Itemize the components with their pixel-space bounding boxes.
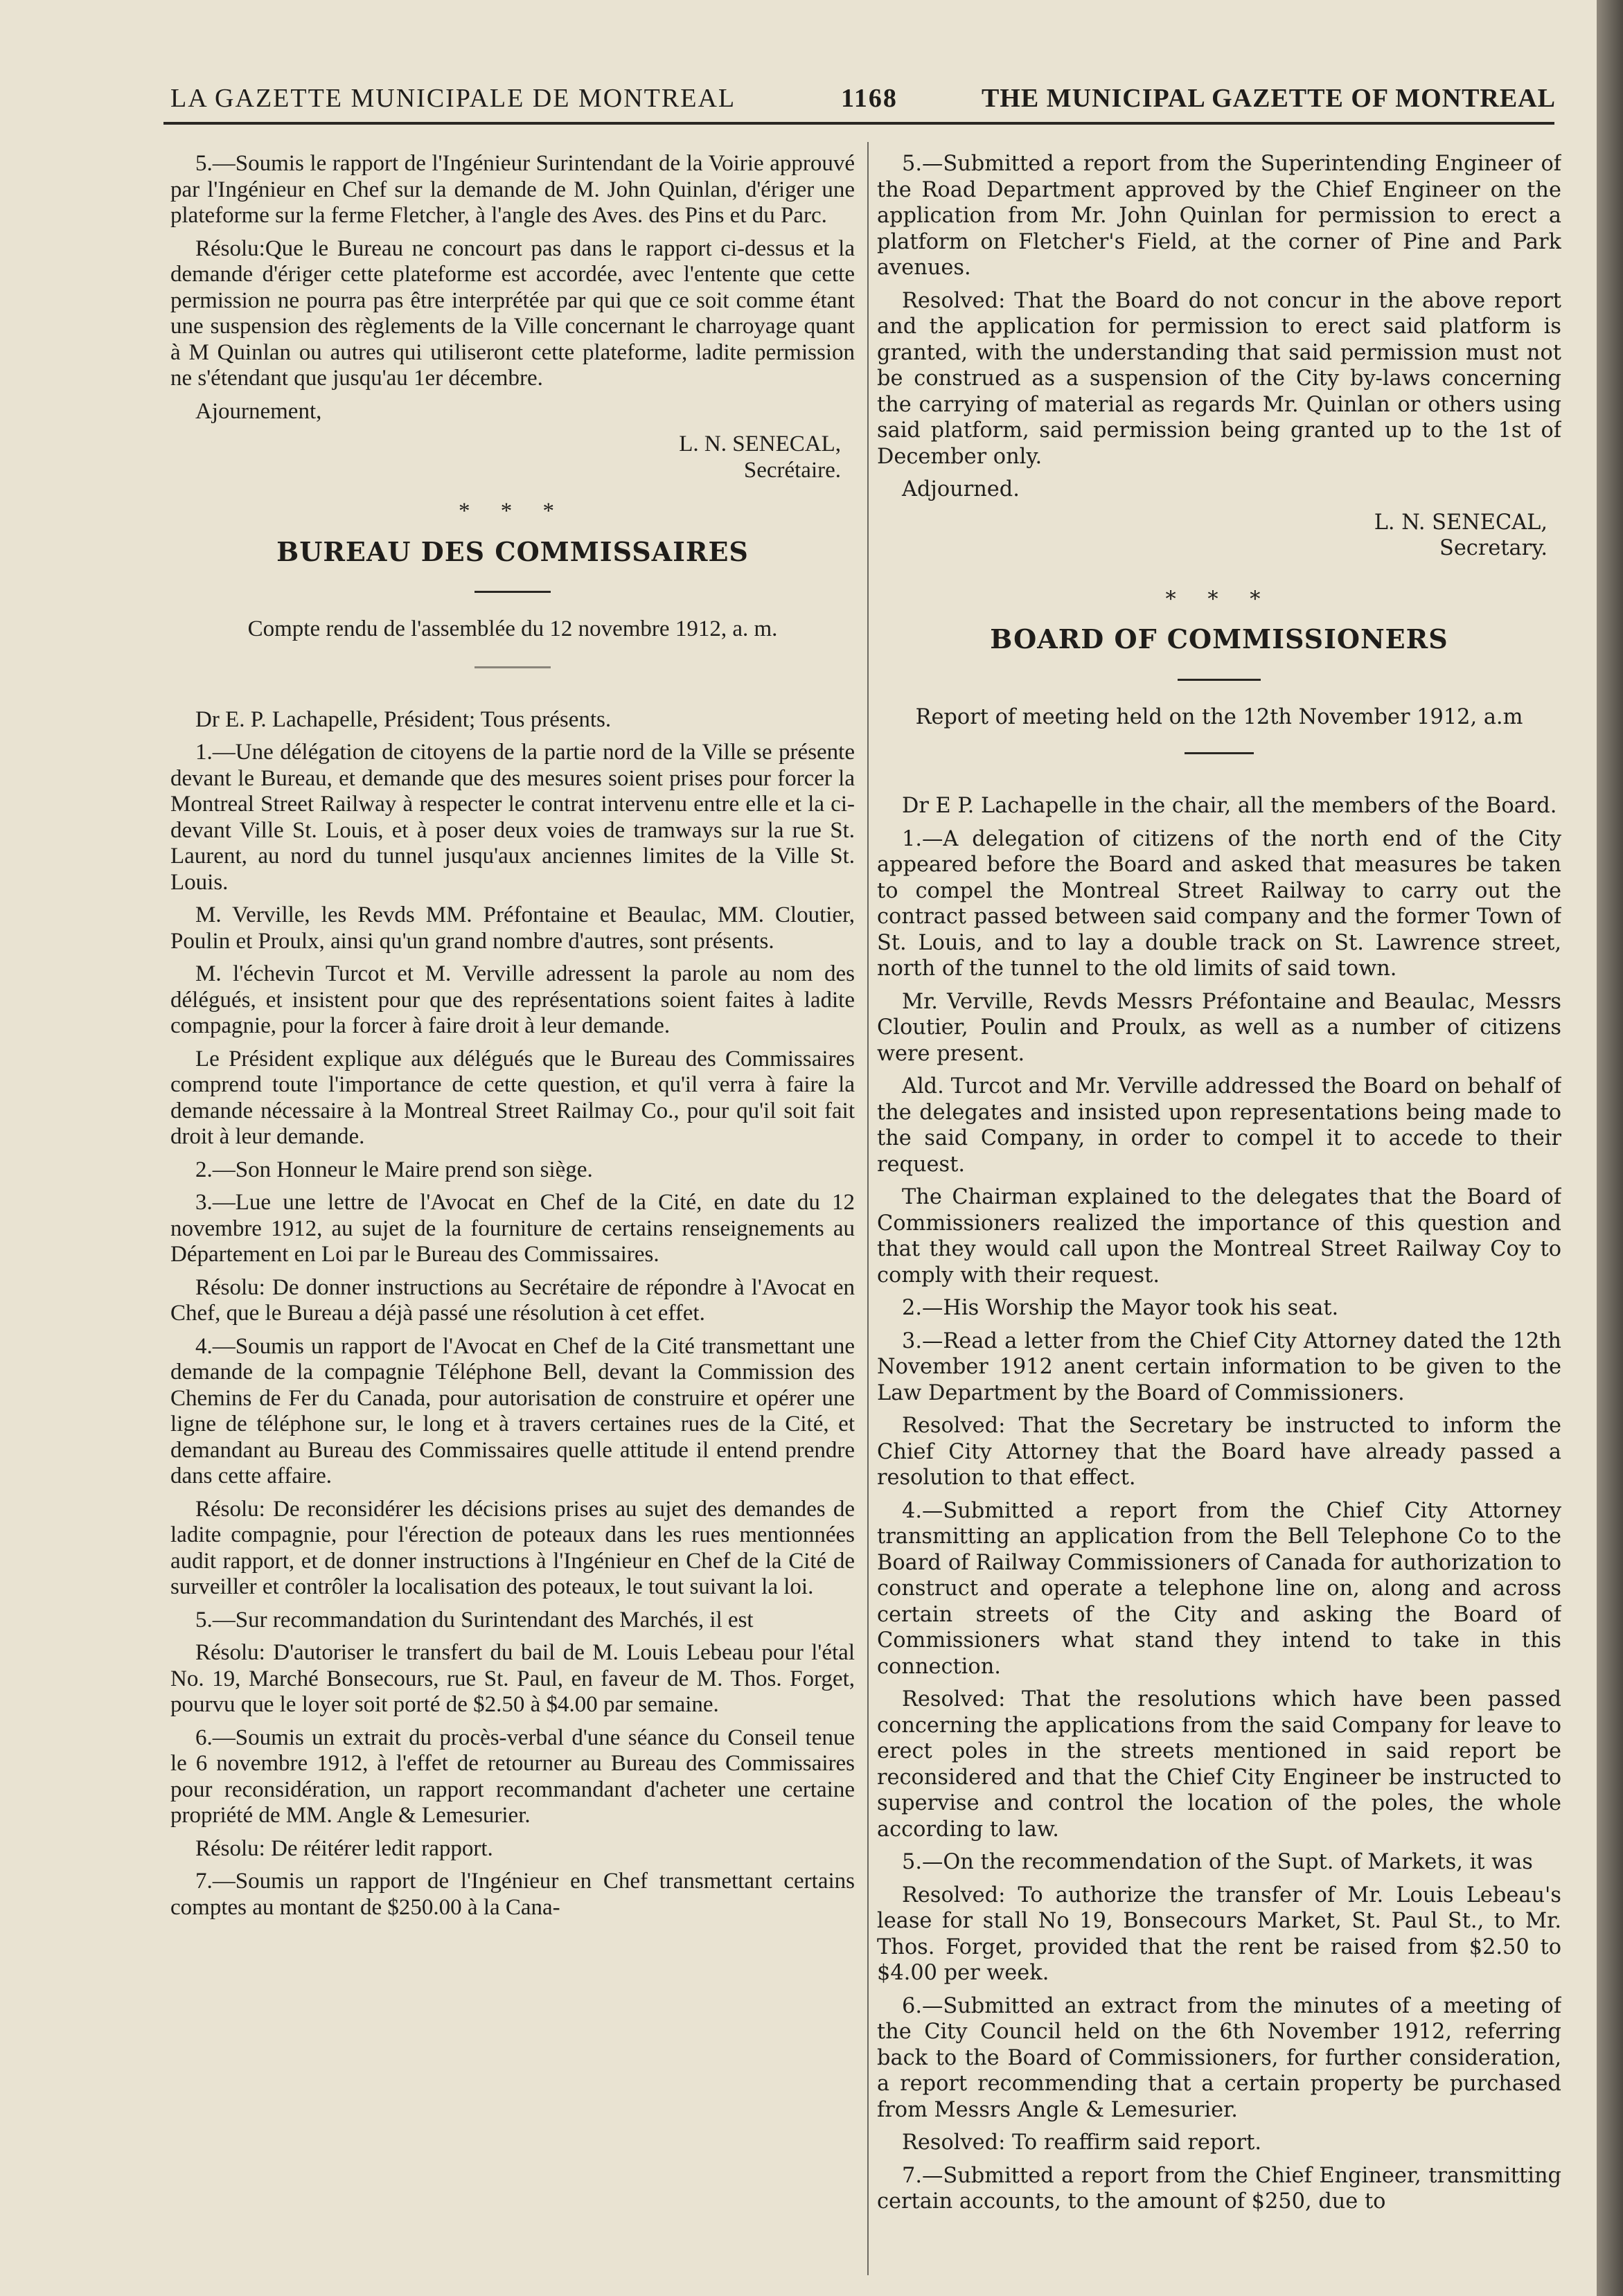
en-item-1-chair: The Chairman explained to the delegates that the Board of Commissioners realized the importance of this question and that they would call upon the Montreal Street Railway Coy to comply with their request.: [877, 1185, 1561, 1288]
fr-title-rule: [475, 591, 551, 593]
fr-item-1: 1.—Une délégation de citoyens de la partie nord de la Ville se présente devant le Bureau, et demande que des mesures soient prises pour forcer la Montreal Street Railway à respecter le contrat intervenu entre elle et la ci-devant Ville St. Louis, et à poser deux voies de tramways sur la rue St. Laurent, au nord du tunnel jusqu'aux anciennes limites de la Ville St. Louis.: [170, 740, 855, 895]
en-report-rule: [1185, 752, 1254, 754]
header-english-title: THE MUNICIPAL GAZETTE OF MONTREAL: [982, 84, 1556, 113]
fr-item-2: 2.—Son Honneur le Maire prend son siège.: [195, 1157, 593, 1182]
en-item-1-present: Mr. Verville, Revds Messrs Préfontaine and Beaulac, Messrs Cloutier, Poulin and Proulx, as well as a number of citizens were present.: [877, 989, 1561, 1066]
en-item-1: 1.—A delegation of citizens of the north end of the City appeared before the Board and asked that measures be taken to compel the Montreal Street Railway to carry out the contract passed between said company and the former Town of St. Louis, and to lay a double track on St. Lawrence street, north of the tunnel to the old limits of said town.: [877, 826, 1561, 981]
fr-item-4: 4.—Soumis un rapport de l'Avocat en Chef de la Cité transmettant une demande de la compagnie Téléphone Bell, devant la Commission des Chemins de Fer du Canada, pour autorisation de construire et opérer une ligne de téléphone sur, le long et à travers certaines rues de la Cité, et demandant au Bureau des Commissaires quelle attitude il entend prendre dans cette affaire.: [170, 1333, 855, 1488]
fr-signature-title: Secrétaire.: [743, 457, 841, 483]
page-number: 1168: [841, 84, 898, 113]
en-item-6: 6.—Submitted an extract from the minutes of a meeting of the City Council held on the 6th November 1912, referring back to the Board of Commissioners, for further consideration, a report recommending that a certain property be purchased from Messrs Angle & Lemesurier.: [877, 1993, 1561, 2122]
en-attendance: Dr E P. Lachapelle in the chair, all the members of the Board.: [902, 794, 1557, 818]
en-signature-name: L. N. SENECAL,: [1374, 510, 1547, 535]
fr-section-stars: * * *: [459, 499, 567, 524]
en-title-rule: [1178, 679, 1261, 681]
en-adjournment: Adjourned.: [902, 477, 1020, 501]
fr-meeting-report: Compte rendu de l'assemblée du 12 novembre 1912, a. m.: [247, 616, 778, 641]
fr-item-6: 6.—Soumis un extrait du procès-verbal d'une séance du Conseil tenue le 6 novembre 1912, à l'effet de retourner au Bureau des Commissaires pour reconsidération, un rapport recommandant d'acheter une certaine propriété de MM. Angle & Lemesurier.: [170, 1725, 855, 1828]
en-item-5-top: 5.—Submitted a report from the Superintending Engineer of the Road Department approved by the Chief Engineer on the application from Mr. John Quinlan for permission to erect a platform on Fletcher's Field, at the corner of Pine and Park avenues.: [877, 152, 1561, 280]
english-column: [877, 151, 1561, 2257]
fr-signature-name: L. N. SENECAL,: [679, 431, 841, 456]
fr-item-1-chair: Le Président explique aux délégués que le Bureau des Commissaires comprend toute l'importance de cette question, et qu'il verra à faire la demande nécessaire à la Montreal Street Railmay Co., pour qu'il soit fait droit à leur demande.: [170, 1046, 855, 1149]
fr-item-4-resolution: Résolu: De reconsidérer les décisions prises au sujet des demandes de ladite compagnie, pour l'érection de poteaux dans les rues mentionnées audit rapport, et de donner instructions à l'Ingénieur en Chef de la Cité de surveiller et contrôler la localisation des poteaux, le tout suivant la loi.: [170, 1496, 855, 1599]
en-meeting-report: Report of meeting held on the 12th November 1912, a.m: [915, 704, 1523, 729]
en-item-5-resolution: Resolved: To authorize the transfer of Mr. Louis Lebeau's lease for stall No 19, Bonsecours Market, St. Paul St., to Mr. Thos. Forget, provided that the rent be raised from $2.50 to $4.00 per week.: [877, 1883, 1561, 1985]
fr-resolution-top: Résolu:Que le Bureau ne concourt pas dans le rapport ci-dessus et la demande d'ériger cette plateforme est accordée, avec l'entente que cette permission ne pourra pas être interprétée par qui que ce soit comme étant une suspension des règlements de la Ville concernant le charroyage quant à M Quinlan ou autres qui utiliseront cette plateforme, ladite permission ne s'étendant que jusqu'au 1er décembre.: [170, 235, 855, 391]
en-item-5: 5.—On the recommendation of the Supt. of Markets, it was: [902, 1850, 1533, 1874]
en-item-3: 3.—Read a letter from the Chief City Attorney dated the 12th November 1912 anent certain information to be given to the Law Department by the Board of Commissioners.: [877, 1328, 1561, 1405]
column-divider: [867, 142, 869, 2275]
page-header: [170, 78, 1556, 119]
fr-adjournment: Ajournement,: [195, 398, 322, 424]
fr-item-6-resolution: Résolu: De réitérer ledit rapport.: [195, 1835, 493, 1861]
en-item-7: 7.—Submitted a report from the Chief Engineer, transmitting certain accounts, to the amount of $250, due to: [877, 2163, 1561, 2214]
en-item-4-resolution: Resolved: That the resolutions which have been passed concerning the applications from the said Company for leave to erect poles in the streets mentioned in said report be reconsidered and that the Chief City Engineer be instructed to supervise and control the location of the poles, the whole according to law.: [877, 1687, 1561, 1842]
fr-item-5: 5.—Sur recommandation du Surintendant des Marchés, il est: [195, 1607, 754, 1632]
fr-item-1-speakers: M. l'échevin Turcot et M. Verville adressent la parole au nom des délégués, et insistent pour que des représentations soient faites à ladite compagnie, pour la forcer à faire droit à leur demande.: [170, 961, 855, 1038]
fr-report-rule: [475, 666, 551, 668]
en-item-4: 4.—Submitted a report from the Chief City Attorney transmitting an application from the Bell Telephone Co to the Board of Railway Commissioners of Canada for authorization to construct and operate a telephone line on, along and across certain streets of the City and asking the Board of Commissioners what stand they intend to take in this connection.: [877, 1498, 1561, 1679]
header-french-title: LA GAZETTE MUNICIPALE DE MONTREAL: [170, 84, 736, 113]
fr-section-title: BUREAU DES COMMISSAIRES: [276, 535, 749, 567]
page-edge-shadow: [1597, 0, 1623, 2296]
french-column: [170, 151, 855, 2257]
en-item-1-speakers: Ald. Turcot and Mr. Verville addressed the Board on behalf of the delegates and insisted upon representations being made to the said Company, in order to compel it to accede to their request.: [877, 1074, 1561, 1177]
en-section-title: BOARD OF COMMISSIONERS: [990, 623, 1448, 655]
fr-item-5-top: 5.—Soumis le rapport de l'Ingénieur Surintendant de la Voirie approuvé par l'Ingénieur en Chef sur la demande de M. John Quinlan, d'ériger une plateforme sur la ferme Fletcher, à l'angle des Aves. des Pins et du Parc.: [170, 151, 855, 228]
en-item-2: 2.—His Worship the Mayor took his seat.: [902, 1296, 1339, 1320]
fr-attendance: Dr E. P. Lachapelle, Président; Tous présents.: [195, 706, 612, 732]
fr-item-7: 7.—Soumis un rapport de l'Ingénieur en Chef transmettant certains comptes au montant de $250.00 à la Cana-: [170, 1869, 855, 1920]
fr-item-5-resolution: Résolu: D'autoriser le transfert du bail de M. Louis Lebeau pour l'étal No. 19, Marché Bonsecours, rue St. Paul, en faveur de M. Thos. Forget, pourvu que le loyer soit porté de $2.50 à $4.00 par semaine.: [170, 1640, 855, 1717]
fr-item-3-resolution: Résolu: De donner instructions au Secrétaire de répondre à l'Avocat en Chef, que le Bureau a déjà passé une résolution à cet effet.: [170, 1274, 855, 1326]
en-signature-title: Secretary.: [1439, 536, 1547, 560]
en-resolution-top: Resolved: That the Board do not concur in the above report and the application for permission to erect said platform is granted, with the understanding that said permission must not be construed as a suspension of the City by-laws concerning the carrying of material as regards Mr. Quinlan or others using said platform, said permission being granted up to the 1st of December only.: [877, 288, 1561, 469]
en-item-6-resolution: Resolved: To reaffirm said report.: [902, 2130, 1262, 2155]
en-item-3-resolution: Resolved: That the Secretary be instructed to inform the Chief City Attorney that the Board have already passed a resolution to that effect.: [877, 1414, 1561, 1490]
fr-item-1-present: M. Verville, les Revds MM. Préfontaine et Beaulac, MM. Cloutier, Poulin et Proulx, ainsi qu'un grand nombre d'autres, sont présents.: [170, 902, 855, 954]
header-rule: [163, 122, 1554, 125]
fr-item-3: 3.—Lue une lettre de l'Avocat en Chef de la Cité, en date du 12 novembre 1912, au sujet de la fourniture de certains renseignements au Département en Loi par le Bureau des Commissaires.: [170, 1190, 855, 1267]
en-section-stars: * * *: [1165, 587, 1273, 612]
